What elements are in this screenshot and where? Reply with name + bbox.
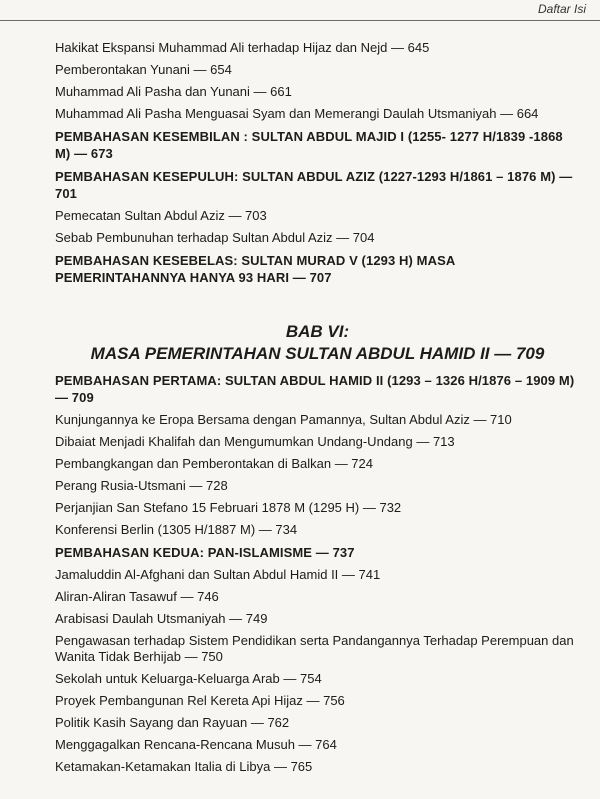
- toc-entry: Muhammad Ali Pasha dan Yunani — 661: [55, 84, 292, 99]
- toc-entry: Dibaiat Menjadi Khalifah dan Mengumumkan Undang-Undang — 713: [55, 434, 455, 449]
- toc-section-heading: PEMBAHASAN KESEPULUH: SULTAN ABDUL AZIZ (1227-1293 H/1861 – 1876 M) — 701: [55, 169, 573, 201]
- toc-entry: Perang Rusia-Utsmani — 728: [55, 478, 228, 493]
- toc-block-before-chapter: [55, 40, 580, 286]
- toc-entry: Muhammad Ali Pasha Menguasai Syam dan Memerangi Daulah Utsmaniyah — 664: [55, 106, 539, 121]
- toc-entry: Pembangkangan dan Pemberontakan di Balkan — 724: [55, 456, 373, 471]
- toc-entry: Sebab Pembunuhan terhadap Sultan Abdul Aziz — 704: [55, 230, 375, 245]
- table-of-contents: [55, 40, 580, 781]
- toc-entry: Politik Kasih Sayang dan Rayuan — 762: [55, 715, 290, 730]
- toc-section-heading: PEMBAHASAN PERTAMA: SULTAN ABDUL HAMID II (1293 – 1326 H/1876 – 1909 M) — 709: [55, 373, 575, 405]
- toc-section-heading: PEMBAHASAN KESEMBILAN : SULTAN ABDUL MAJID I (1255- 1277 H/1839 -1868 M) — 673: [55, 129, 563, 161]
- toc-entry: Hakikat Ekspansi Muhammad Ali terhadap Hijaz dan Nejd — 645: [55, 40, 430, 55]
- chapter-title: MASA PEMERINTAHAN SULTAN ABDUL HAMID II — 709: [90, 344, 545, 363]
- toc-entry: Menggagalkan Rencana-Rencana Musuh — 764: [55, 737, 337, 752]
- toc-entry: Perjanjian San Stefano 15 Februari 1878 M (1295 H) — 732: [55, 500, 402, 515]
- toc-block-chapter-six: [55, 372, 580, 775]
- toc-entry: Aliran-Aliran Tasawuf — 746: [55, 589, 219, 604]
- chapter-heading: [55, 322, 580, 364]
- toc-entry: Sekolah untuk Keluarga-Keluarga Arab — 754: [55, 671, 322, 686]
- toc-entry: Konferensi Berlin (1305 H/1887 M) — 734: [55, 522, 298, 537]
- toc-entry: Pengawasan terhadap Sistem Pendidikan serta Pandangannya Terhadap Perempuan dan Wanita Tidak Berhijab — 750: [55, 633, 574, 664]
- toc-entry: Pemberontakan Yunani — 654: [55, 62, 232, 77]
- toc-entry: Pemecatan Sultan Abdul Aziz — 703: [55, 208, 267, 223]
- running-header-title: Daftar Isi: [537, 2, 586, 16]
- toc-section-heading: PEMBAHASAN KESEBELAS: SULTAN MURAD V (1293 H) MASA PEMERINTAHANNYA HANYA 93 HARI — 707: [55, 253, 455, 285]
- toc-entry: Ketamakan-Ketamakan Italia di Libya — 765: [55, 759, 313, 774]
- page-header: [0, 0, 600, 21]
- chapter-label: BAB VI:: [285, 322, 350, 341]
- toc-entry: Arabisasi Daulah Utsmaniyah — 749: [55, 611, 268, 626]
- toc-entry: Proyek Pembangunan Rel Kereta Api Hijaz — 756: [55, 693, 345, 708]
- toc-section-heading: PEMBAHASAN KEDUA: PAN-ISLAMISME — 737: [55, 545, 355, 560]
- toc-entry: Kunjungannya ke Eropa Bersama dengan Pamannya, Sultan Abdul Aziz — 710: [55, 412, 512, 427]
- toc-entry: Jamaluddin Al-Afghani dan Sultan Abdul Hamid II — 741: [55, 567, 381, 582]
